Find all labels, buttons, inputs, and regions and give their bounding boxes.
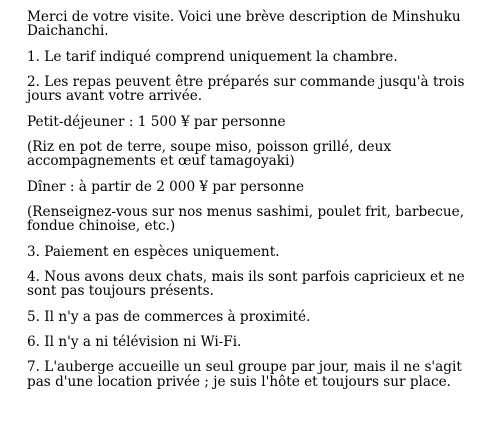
dinner-price: Dîner : à partir de 2 000 ¥ par personne — [27, 178, 304, 195]
item-6-tv-wifi: 6. Il n'y a ni télévision ni Wi-Fi. — [27, 333, 242, 350]
item-2-meals: 2. Les repas peuvent être préparés sur commande jusqu'à trois jours avant votre arrivée. — [27, 73, 465, 105]
item-4-cats: 4. Nous avons deux chats, mais ils sont parfois capricieux et ne sont pas toujours présents. — [27, 268, 465, 300]
item-3-payment: 3. Paiement en espèces uniquement. — [27, 243, 280, 260]
breakfast-price: Petit-déjeuner : 1 500 ¥ par personne — [27, 113, 286, 130]
intro-paragraph: Merci de votre visite. Voici une brève description de Minshuku Daichanchi. — [27, 9, 461, 40]
item-7-groups: 7. L'auberge accueille un seul groupe par jour, mais il ne s'agit pas d'une location privée ; je suis l'hôte et toujours sur place. — [27, 359, 462, 390]
dinner-details: (Renseignez-vous sur nos menus sashimi, poulet frit, barbecue, fondue chinoise, etc.) — [27, 203, 465, 235]
item-5-shops: 5. Il n'y a pas de commerces à proximité. — [27, 308, 311, 325]
item-1-rate: 1. Le tarif indiqué comprend uniquement la chambre. — [27, 48, 398, 65]
breakfast-details: (Riz en pot de terre, soupe miso, poisson grillé, deux accompagnements et œuf tamagoyaki) — [27, 138, 391, 170]
document-body — [27, 10, 487, 400]
